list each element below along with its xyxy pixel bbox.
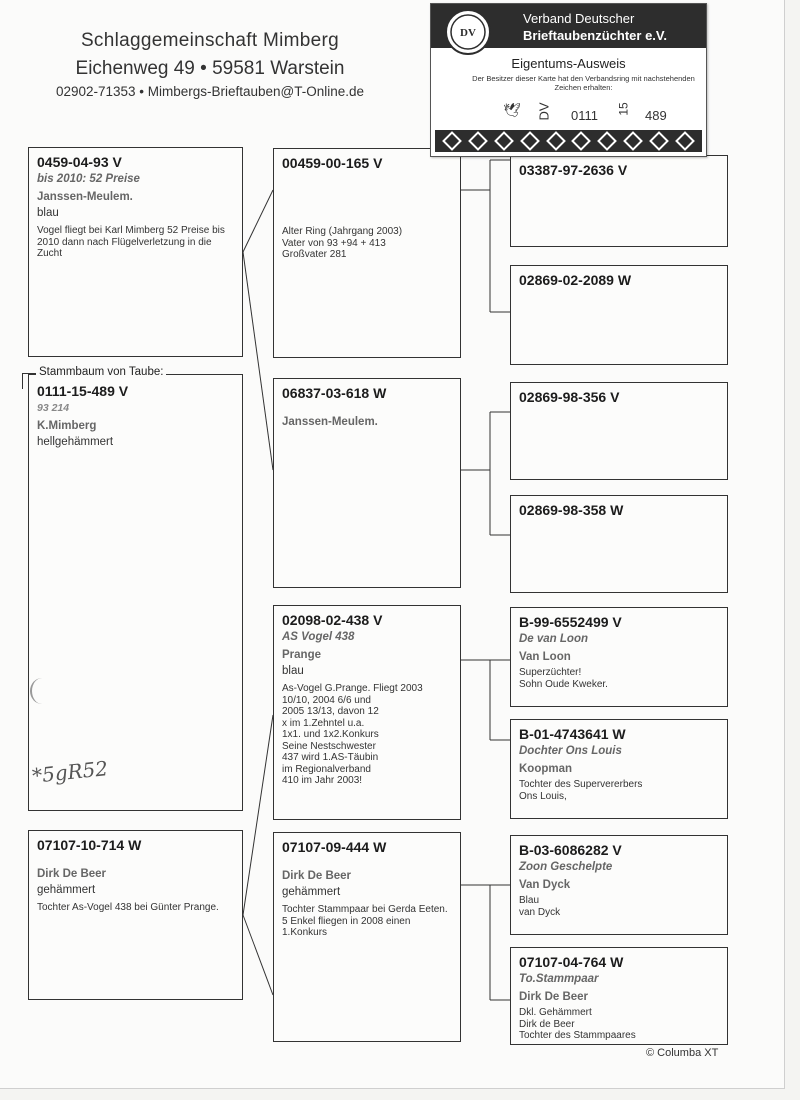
link-dam-to-dam-dam — [243, 915, 273, 995]
id-card-dv: DV — [536, 102, 552, 121]
sire-sire-ring: 00459-00-165 V — [282, 155, 383, 171]
dam-breeder: Dirk De Beer — [37, 868, 107, 880]
gg-5-breeder: Van Loon — [519, 651, 571, 663]
dam-dam-ring: 07107-09-444 W — [282, 839, 387, 855]
id-card-year: 15 — [616, 102, 631, 116]
gg-5-subtitle: De van Loon — [519, 633, 589, 645]
dam-sire-breeder: Prange — [282, 649, 321, 661]
gg-6-notes: Tochter des Supervererbers Ons Louis, — [519, 779, 643, 802]
club-name: Schlaggemeinschaft Mimberg — [80, 30, 340, 51]
subject-color: hellgehämmert — [37, 436, 114, 448]
gg-box-5 — [510, 607, 728, 707]
id-card-ring-number: 489 — [645, 108, 667, 123]
association-name-line1: Verband Deutscher — [523, 11, 635, 26]
sire-color: blau — [37, 207, 59, 219]
gg-6-ring: B-01-4743641 W — [519, 726, 626, 742]
gg-6-breeder: Koopman — [519, 763, 573, 775]
sire-box — [28, 147, 243, 357]
dam-sire-ring: 02098-02-438 V — [282, 612, 383, 628]
gg-box-4 — [510, 495, 728, 593]
copyright-note: © Columba XT — [646, 1047, 719, 1059]
link-dam-to-dam-sire — [243, 715, 273, 915]
gg-8-subtitle: To.Stammpaar — [519, 973, 599, 985]
sire-ring: 0459-04-93 V — [37, 154, 122, 170]
dam-dam-breeder: Dirk De Beer — [282, 870, 352, 882]
id-card-club-number: 0111 — [571, 108, 598, 123]
link-sire-to-sire-dam — [243, 252, 273, 470]
gg-1-ring: 03387-97-2636 V — [519, 162, 628, 178]
sire-dam-ring: 06837-03-618 W — [282, 385, 387, 401]
gg-7-ring: B-03-6086282 V — [519, 842, 622, 858]
subject-subtitle: 93 214 — [37, 402, 70, 414]
gg-8-ring: 07107-04-764 W — [519, 954, 624, 970]
ownership-id-card — [430, 3, 707, 157]
gg-box-1 — [510, 155, 728, 247]
subject-ring: 0111-15-489 V — [37, 383, 129, 399]
dam-sire-color: blau — [282, 665, 304, 677]
dam-color: gehämmert — [37, 884, 96, 896]
gg-8-breeder: Dirk De Beer — [519, 991, 589, 1003]
gg-5-ring: B-99-6552499 V — [519, 614, 622, 630]
gg-2-ring: 02869-02-2089 W — [519, 272, 632, 288]
dam-notes: Tochter As-Vogel 438 bei Günter Prange. — [37, 902, 219, 913]
sire-dam-breeder: Janssen-Meulem. — [282, 416, 378, 428]
dam-ring: 07107-10-714 W — [37, 837, 142, 853]
sire-subtitle: bis 2010: 52 Preise — [37, 173, 140, 185]
dam-sire-box — [273, 605, 461, 820]
pedigree-legend: Stammbaum von Taube: — [36, 366, 166, 378]
association-logo — [445, 9, 491, 55]
gg-8-notes: Dkl. Gehämmert Dirk de Beer Tochter des Stammpaares — [519, 1007, 636, 1041]
gg-box-6 — [510, 719, 728, 819]
gg-box-3 — [510, 382, 728, 480]
dam-dam-color: gehämmert — [282, 886, 341, 898]
gg-6-subtitle: Dochter Ons Louis — [519, 745, 622, 757]
pencil-mark — [30, 678, 54, 704]
gg-4-ring: 02869-98-358 W — [519, 502, 624, 518]
gg-5-notes: Superzüchter! Sohn Oude Kweker. — [519, 667, 608, 690]
dv-emblem-icon — [449, 13, 487, 51]
dam-dam-notes: Tochter Stammpaar bei Gerda Eeten. 5 Enkel fliegen in 2008 einen 1.Konkurs — [282, 904, 448, 938]
legend-line-drop — [22, 373, 23, 389]
id-card-title: Eigentums-Ausweis — [511, 56, 626, 71]
sire-sire-notes: Alter Ring (Jahrgang 2003) Vater von 93 +94 + 413 Großvater 281 — [282, 226, 403, 260]
id-card-ornament-border — [435, 130, 702, 152]
gg-box-2 — [510, 265, 728, 365]
gg-box-8 — [510, 947, 728, 1045]
gg-7-notes: Blau van Dyck — [519, 895, 561, 918]
sire-dam-box — [273, 378, 461, 588]
gg-3-ring: 02869-98-356 V — [519, 389, 620, 405]
dam-sire-subtitle: AS Vogel 438 — [282, 631, 355, 643]
club-contact: 02902-71353 • Mimbergs-Brieftauben@T-Online.de — [55, 84, 365, 99]
handwritten-note: *5gR52 — [30, 756, 110, 788]
dam-box — [28, 830, 243, 1000]
id-card-text: Der Besitzer dieser Karte hat den Verbandsring mit nachstehenden Zeichen erhalten: — [472, 74, 695, 92]
dam-sire-notes: As-Vogel G.Prange. Fliegt 2003 10/10, 2004 6/6 und 2005 13/13, davon 12 x im 1.Zehntel u.a. 1x1. und 1x2.Konkurs Seine Nestschwester 437 wird 1.AS-Täubin im Regionalverband 410 im Jahr 2003! — [282, 683, 423, 786]
gg-box-7 — [510, 835, 728, 935]
club-address: Eichenweg 49 • 59581 Warstein — [75, 58, 345, 79]
subject-box — [28, 374, 243, 811]
link-sire-to-sire-sire — [243, 190, 273, 252]
pigeon-icon: 🕊 — [503, 102, 521, 118]
sire-sire-box — [273, 148, 461, 358]
svg-text:DV: DV — [460, 27, 476, 39]
dam-dam-box — [273, 832, 461, 1042]
subject-breeder: K.Mimberg — [37, 420, 97, 432]
gg-7-subtitle: Zoon Geschelpte — [519, 861, 613, 873]
sire-notes: Vogel fliegt bei Karl Mimberg 52 Preise bis 2010 dann nach Flügelverletzung in die Zucht — [37, 225, 225, 259]
association-name-line2: Brieftaubenzüchter e.V. — [523, 28, 668, 43]
sire-breeder: Janssen-Meulem. — [37, 191, 133, 203]
gg-7-breeder: Van Dyck — [519, 879, 571, 891]
